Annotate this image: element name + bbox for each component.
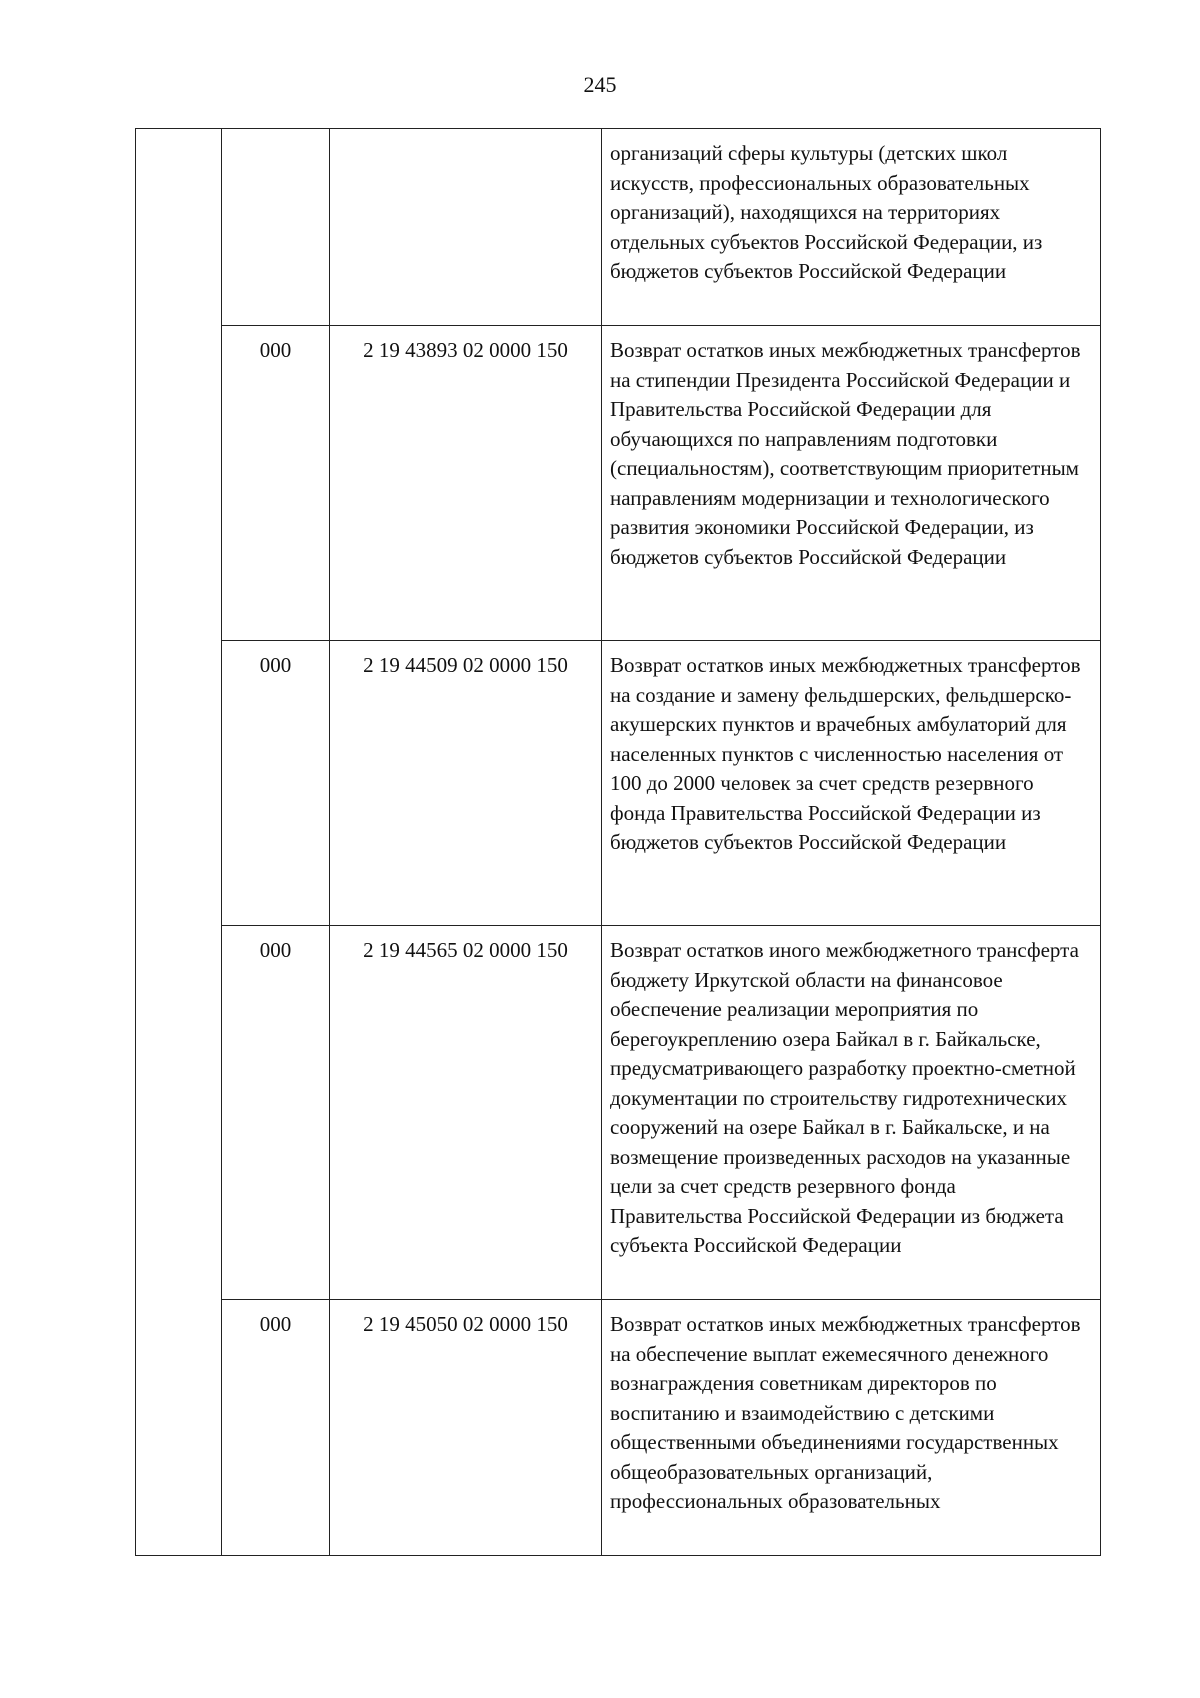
page-number: 245 — [583, 72, 617, 97]
revenue-name-cell: Возврат остатков иных межбюджетных трансфертов на стипендии Президента Российской Федерации и Правительства Российской Федерации для обучающихся по направлениям подготовки (специальностям), соответствующим приоритетным направлениям модернизации и технологического развития экономики Российской Федерации, из бюджетов субъектов Российской Федерации — [602, 326, 1101, 641]
empty-left-column-cell — [136, 129, 222, 1556]
revenue-name-cell: Возврат остатков иных межбюджетных трансфертов на создание и замену фельдшерских, фельдшерско-акушерских пунктов и врачебных амбулаторий для населенных пунктов с численностью населения от 100 до 2000 человек за счет средств резервного фонда Правительства Российской Федерации из бюджетов субъектов Российской Федерации — [602, 641, 1101, 926]
table-row — [136, 1300, 1101, 1556]
budget-code-cell: 2 19 44509 02 0000 150 — [330, 641, 602, 926]
budget-code-cell: 2 19 43893 02 0000 150 — [330, 326, 602, 641]
table-row — [136, 129, 1101, 326]
budget-code-cell: 2 19 45050 02 0000 150 — [330, 1300, 602, 1556]
table-row — [136, 641, 1101, 926]
admin-code-cell: 000 — [222, 926, 330, 1300]
budget-classification-table — [135, 128, 1101, 1556]
admin-code-cell: 000 — [222, 1300, 330, 1556]
revenue-name-cell: Возврат остатков иных межбюджетных трансфертов на обеспечение выплат ежемесячного денежного вознаграждения советникам директоров по воспитанию и взаимодействию с детскими общественными объединениями государственных общеобразовательных организаций, профессиональных образовательных — [602, 1300, 1101, 1556]
admin-code-cell: 000 — [222, 326, 330, 641]
table-row — [136, 326, 1101, 641]
table-row — [136, 926, 1101, 1300]
budget-code-cell: 2 19 44565 02 0000 150 — [330, 926, 602, 1300]
budget-code-cell — [330, 129, 602, 326]
admin-code-cell — [222, 129, 330, 326]
admin-code-cell: 000 — [222, 641, 330, 926]
revenue-name-cell: организаций сферы культуры (детских школ искусств, профессиональных образовательных организаций), находящихся на территориях отдельных субъектов Российской Федерации, из бюджетов субъектов Российской Федерации — [602, 129, 1101, 326]
revenue-name-cell: Возврат остатков иного межбюджетного трансферта бюджету Иркутской области на финансовое обеспечение реализации мероприятия по берегоукреплению озера Байкал в г. Байкальске, предусматривающего разработку проектно-сметной документации по строительству гидротехнических сооружений на озере Байкал в г. Байкальске, и на возмещение произведенных расходов на указанные цели за счет средств резервного фонда Правительства Российской Федерации из бюджета субъекта Российской Федерации — [602, 926, 1101, 1300]
